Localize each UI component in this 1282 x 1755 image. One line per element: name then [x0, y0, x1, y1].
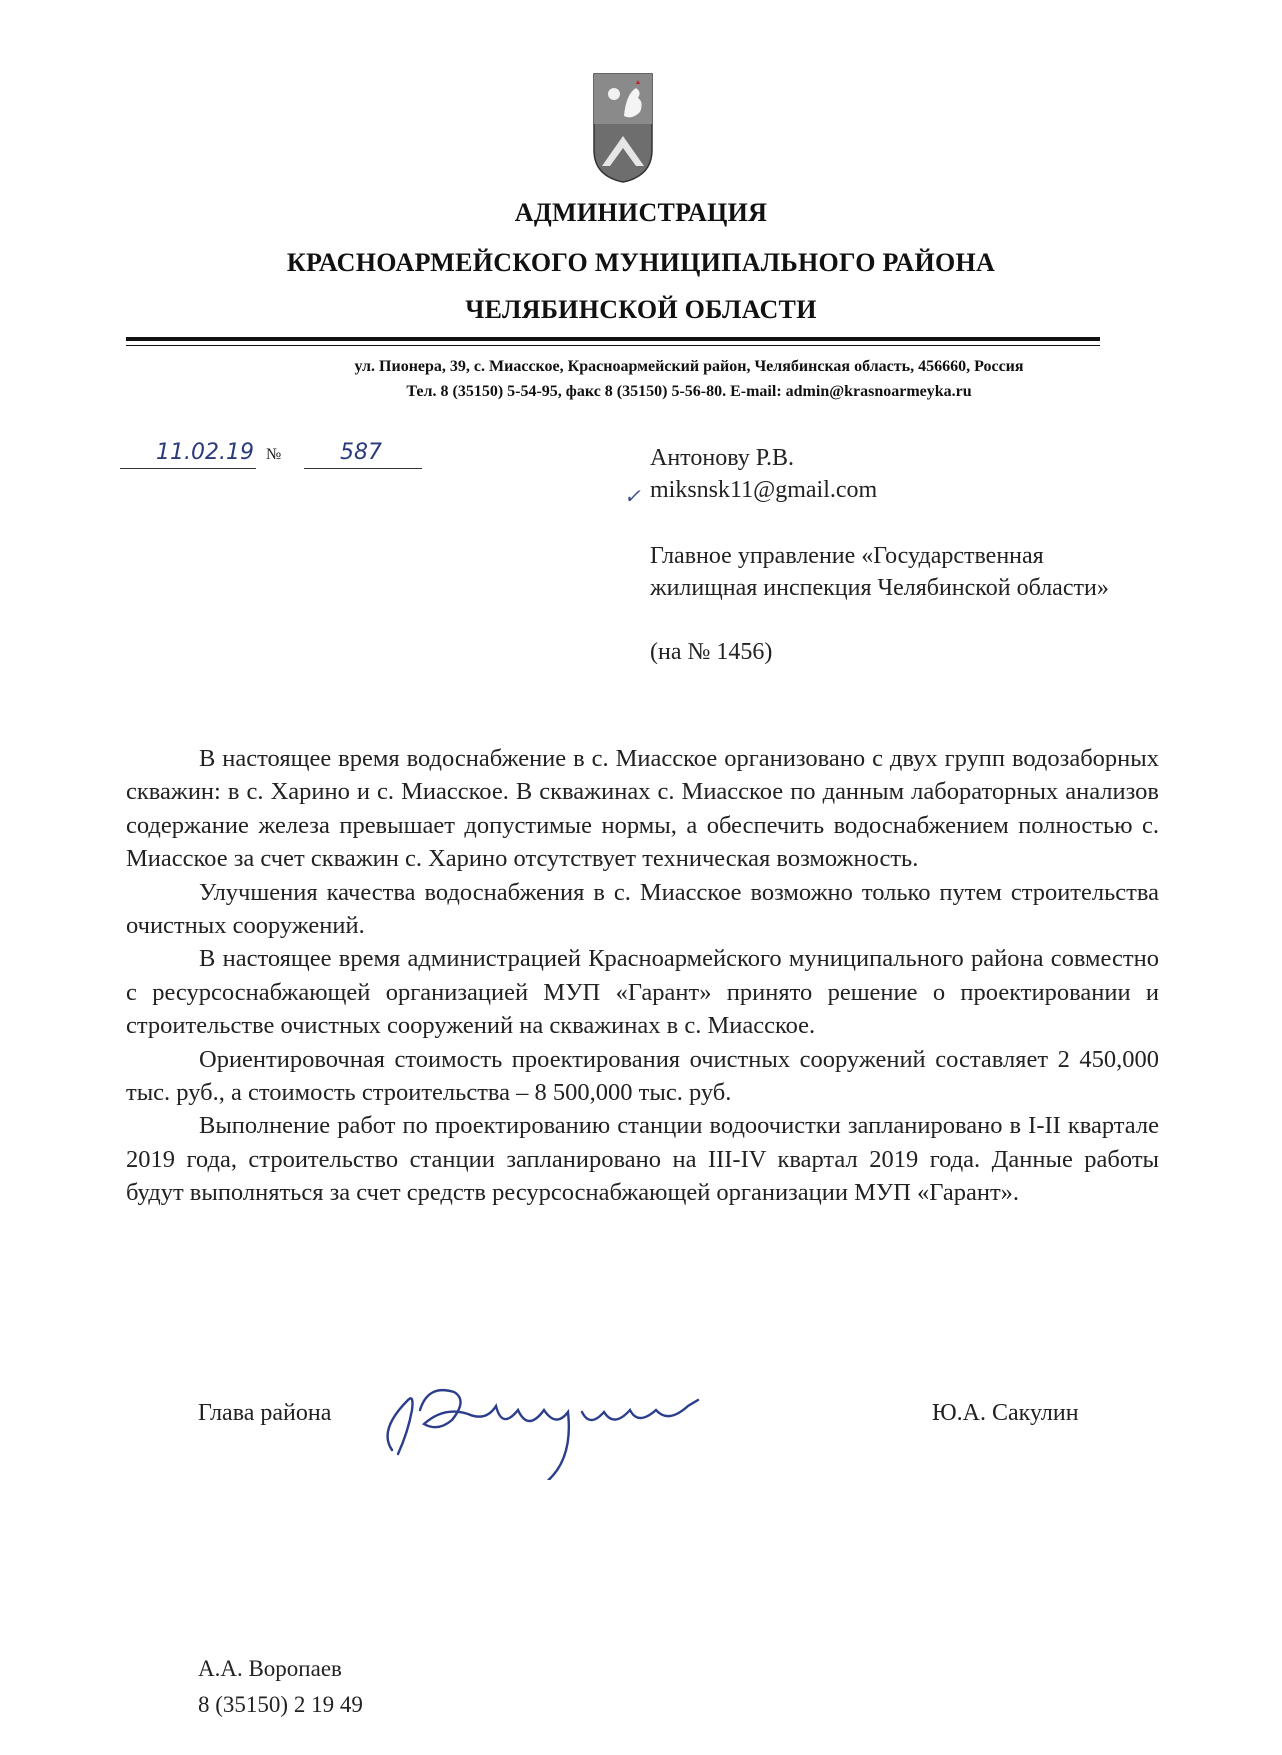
- body-paragraph: В настоящее время администрацией Красноармейского муниципального района совместно с ресурсоснабжающей организацией МУП «Гарант» принято решение о проектировании и строительстве очистных сооружений на скважинах в с. Миасское.: [126, 945, 1159, 1040]
- addressee-organization: Главное управление «Государственная жилищная инспекция Челябинской области»: [650, 543, 1109, 601]
- body-paragraph: В настоящее время водоснабжение в с. Миасское организовано с двух групп водозаборных скважин: в с. Харино и с. Миасское. В скважинах с. Миасское по данным лабораторных анализов содержание железа превышает допустимые нормы, а обеспечить водоснабжением полностью с. Миасское за счет скважин с. Харино отсутствует техническая возможность.: [126, 745, 1159, 873]
- addressee-email: miksnsk11@gmail.com: [650, 477, 878, 503]
- addressee-reference: (на № 1456): [650, 639, 773, 665]
- registration-line: [120, 440, 420, 472]
- registration-date: 11.02.19: [156, 440, 254, 465]
- date-underline: [120, 468, 256, 469]
- organization-title-line-2: КРАСНОАРМЕЙСКОГО МУНИЦИПАЛЬНОГО РАЙОНА: [286, 248, 996, 277]
- number-underline: [304, 468, 422, 469]
- executor-name: А.А. Воропаев: [198, 1656, 342, 1681]
- handwritten-signature: [368, 1370, 748, 1480]
- organization-address: ул. Пионера, 39, с. Миасское, Красноармейский район, Челябинская область, 456660, Россия: [354, 358, 1024, 375]
- signatory-position: Глава района: [198, 1400, 332, 1426]
- organization-title-line-1: АДМИНИСТРАЦИЯ: [514, 198, 768, 227]
- number-label: №: [266, 446, 282, 463]
- header-divider-thin: [126, 345, 1100, 346]
- registration-number: 587: [340, 440, 382, 465]
- body-paragraph: Выполнение работ по проектированию станции водоочистки запланировано в I-II квартале 2019 года, строительство станции запланировано на III-IV квартал 2019 года. Данные работы будут выполняться за счет средств ресурсоснабжающей организации МУП «Гарант».: [126, 1112, 1159, 1207]
- organization-title-line-3: ЧЕЛЯБИНСКОЙ ОБЛАСТИ: [465, 295, 817, 324]
- signatory-name: Ю.А. Сакулин: [932, 1400, 1079, 1426]
- letter-body: [126, 742, 1159, 1210]
- checkmark-icon: ✓: [624, 486, 641, 508]
- body-paragraph: Ориентировочная стоимость проектирования очистных сооружений составляет 2 450,000 тыс. руб., а стоимость строительства – 8 500,000 тыс. руб.: [126, 1045, 1159, 1107]
- body-paragraph: Улучшения качества водоснабжения в с. Миасское возможно только путем строительства очистных сооружений.: [126, 878, 1159, 940]
- addressee-name: Антонову Р.В.: [650, 445, 795, 471]
- header-divider-thick: [126, 337, 1100, 341]
- coat-of-arms-emblem: [592, 72, 654, 184]
- executor-phone: 8 (35150) 2 19 49: [198, 1692, 363, 1717]
- organization-contacts: Тел. 8 (35150) 5-54-95, факс 8 (35150) 5-56-80. E-mail: admin@krasnoarmeyka.ru: [406, 383, 972, 400]
